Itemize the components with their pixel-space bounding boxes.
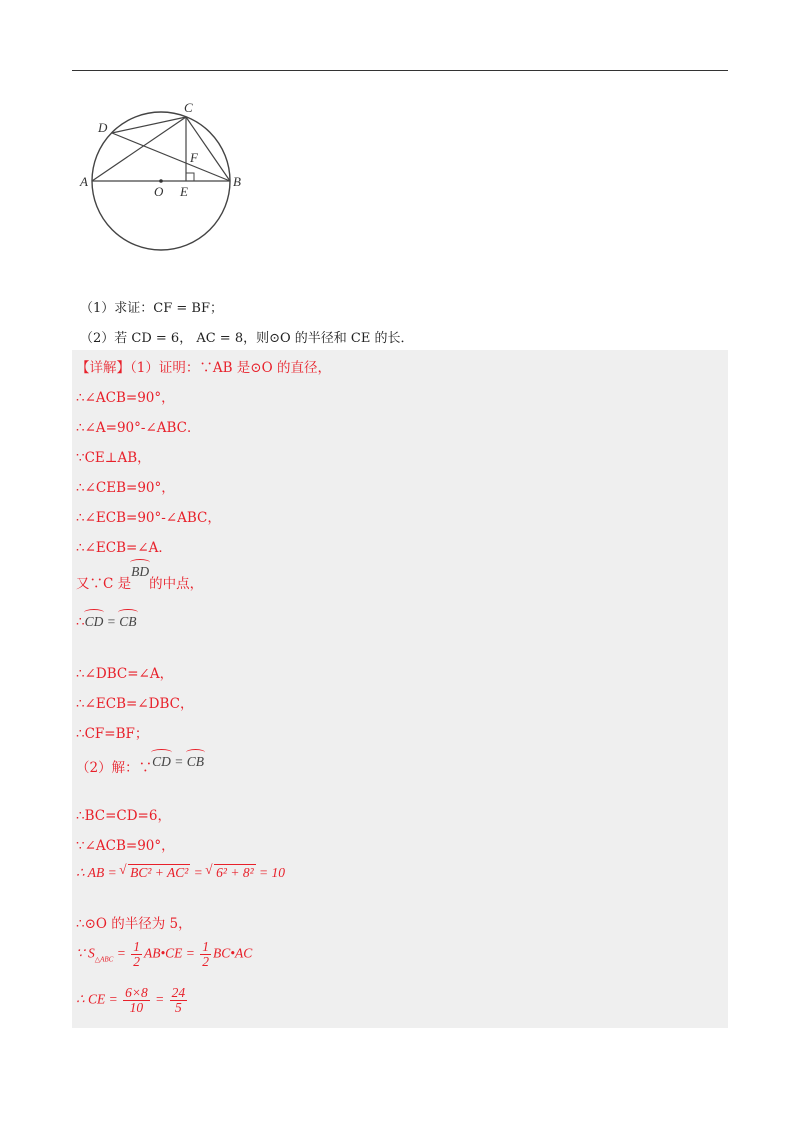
segment-cb — [186, 117, 230, 181]
fraction-half-1: $\frac{1}{2}$ — [133, 939, 140, 969]
solution-line-2: ∴∠ACB=90°， — [76, 390, 175, 406]
solution-line-7: ∴∠ECB=∠A． — [76, 540, 172, 556]
question-2: （2）若 CD = 6， AC = 8，则⊙O 的半径和 CE 的长． — [80, 331, 414, 346]
arc-cb: CB — [119, 614, 137, 629]
arc-cd: CD — [84, 614, 104, 629]
label-o: O — [154, 184, 164, 199]
label-b: B — [233, 174, 241, 189]
header-rule — [72, 70, 728, 71]
solution-line-18: ∵ $S_{\triangle ABC}$ = $\frac{1}{2}$ AB•CE = $\frac{1}{2}$ BC•AC — [76, 939, 253, 969]
sqrt-6-8: √ 6² + 8² — [214, 864, 255, 881]
solution-panel — [72, 350, 728, 1028]
solution-line-9: ∴CD = CB — [76, 614, 137, 630]
solution-line-6: ∴∠ECB=90°-∠ABC， — [76, 510, 221, 526]
segment-db — [112, 133, 230, 181]
label-a: A — [80, 174, 88, 189]
arc-cd-2: CD — [152, 754, 171, 769]
solution-line-14: ∴BC=CD=6， — [76, 808, 171, 824]
solution-line-1: 【详解】（1）证明：∵AB 是⊙O 的直径， — [76, 360, 331, 376]
arc-cb-2: CB — [186, 754, 204, 769]
solution-line-13: （2）解：∵CD = CB — [76, 754, 204, 776]
question-1: （1）求证：CF = BF； — [80, 301, 223, 316]
solution-line-15: ∵∠ACB=90°， — [76, 838, 175, 854]
solution-line-12: ∴CF=BF； — [76, 726, 149, 742]
solution-tag: 【详解】 — [76, 360, 130, 376]
solution-line-19: ∴ CE = $\frac{6\times 8}{10}$ = $\frac{24}{5}$ — [76, 985, 186, 1015]
fraction-6x8-10: $\frac{6\times 8}{10}$ — [125, 985, 148, 1015]
solution-line-3: ∴∠A=90°-∠ABC． — [76, 420, 201, 436]
solution-line-8: 又∵C 是BD的中点， — [76, 564, 204, 592]
label-e: E — [180, 184, 188, 199]
center-point — [159, 179, 163, 183]
sqrt-bc-ac: √ BC² + AC² — [128, 864, 190, 881]
circle-diagram — [76, 98, 256, 258]
solution-line-16: ∴ AB = √ BC² + AC² = √ 6² + 8² = 10 — [76, 864, 285, 881]
solution-line-10: ∴∠DBC=∠A， — [76, 666, 174, 682]
label-f: F — [190, 150, 198, 165]
fraction-half-2: $\frac{1}{2}$ — [202, 939, 210, 969]
solution-line-4: ∵CE⊥AB， — [76, 450, 151, 466]
label-d: D — [98, 120, 108, 135]
arc-bd: BD — [131, 564, 150, 579]
geometry-figure — [76, 98, 256, 258]
solution-line-5: ∴∠CEB=90°， — [76, 480, 175, 496]
fraction-24-5: $\frac{24}{5}$ — [171, 985, 186, 1015]
right-angle-mark — [186, 173, 194, 181]
label-c: C — [184, 100, 193, 115]
solution-line-17: ∴⊙O 的半径为 5， — [76, 916, 192, 932]
solution-line-11: ∴∠ECB=∠DBC， — [76, 696, 194, 712]
